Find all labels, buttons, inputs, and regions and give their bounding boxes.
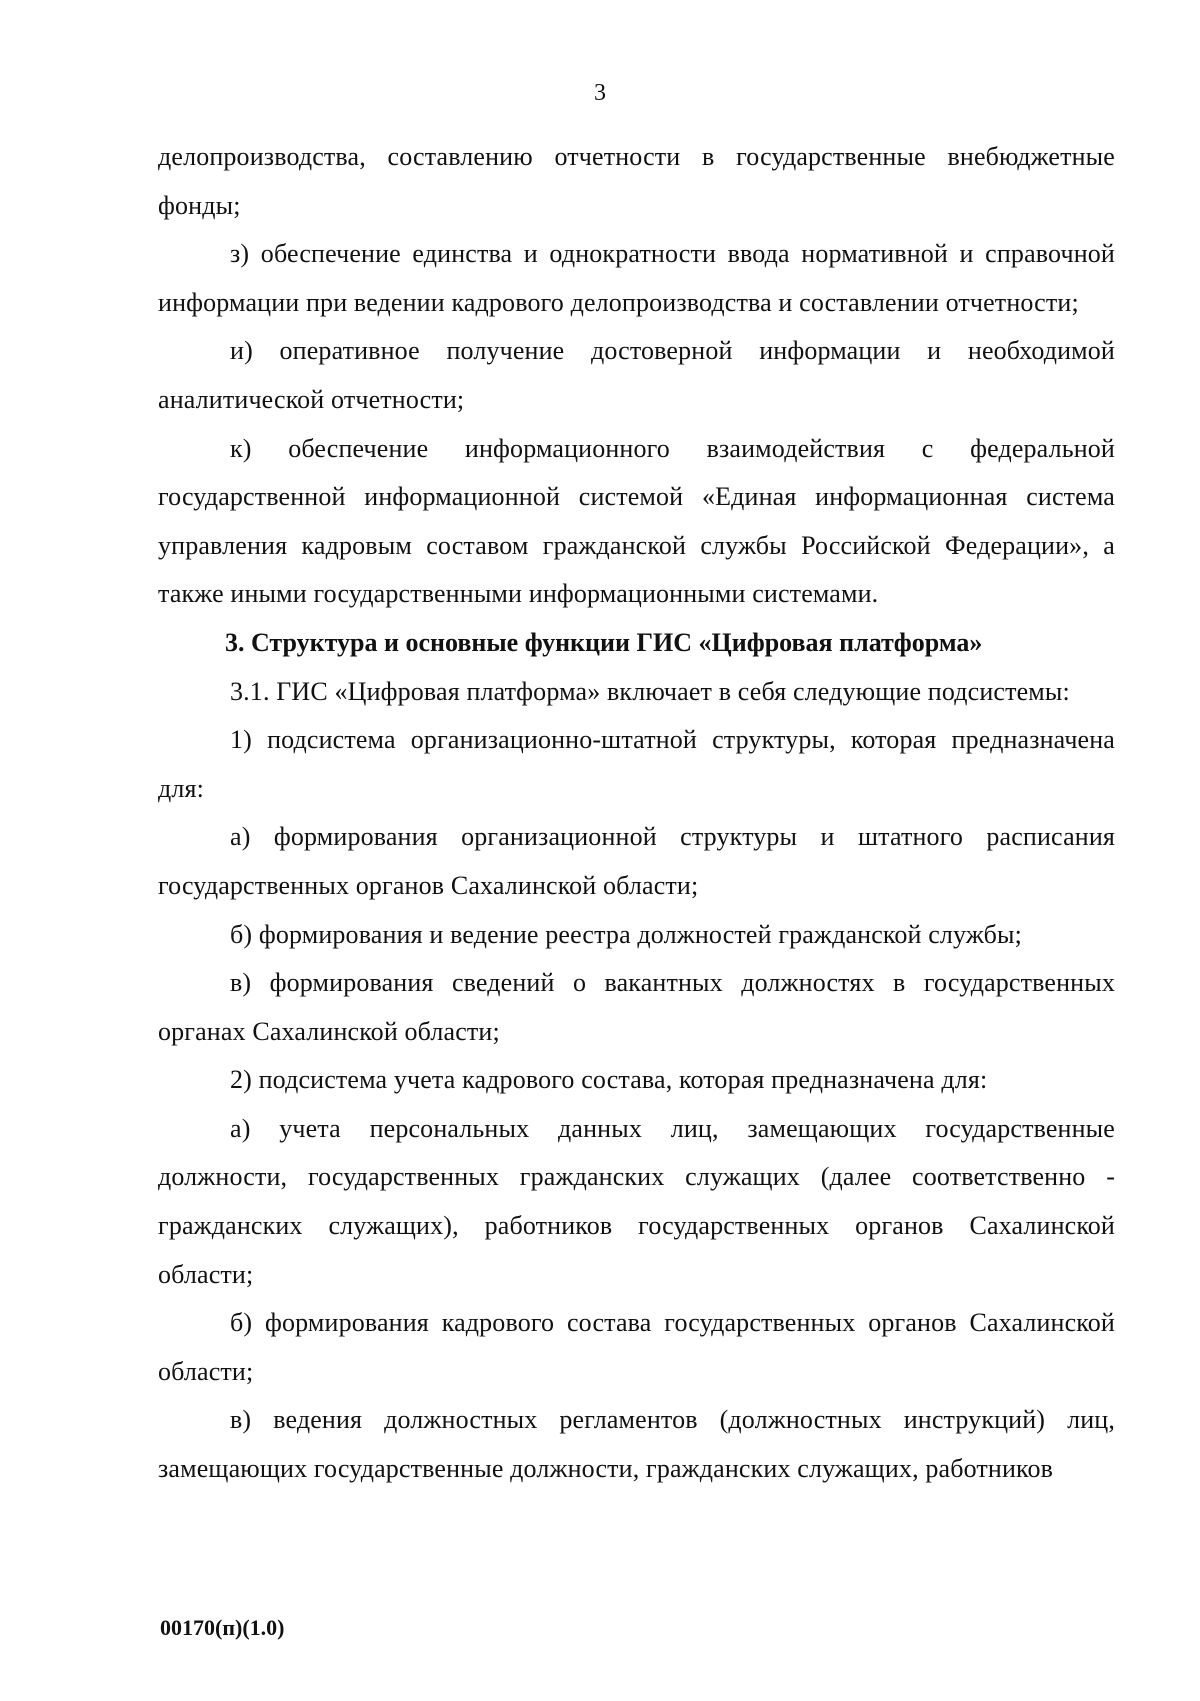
section-heading: 3. Структура и основные функции ГИС «Цифровая платформа» <box>225 627 983 657</box>
subsystem-1: 1) подсистема организационно-штатной структуры, которая предназначена для: <box>158 725 1115 803</box>
paragraph-continuation: делопроизводства, составлению отчетности в государственные внебюджетные фонды; <box>158 142 1115 220</box>
subsystem-1-item-b: б) формирования и ведение реестра должностей гражданской службы; <box>230 919 1022 949</box>
subsystem-1-item-v: в) формирования сведений о вакантных должностях в государственных органах Сахалинской области; <box>158 968 1115 1046</box>
list-item-z: з) обеспечение единства и однократности ввода нормативной и справочной информации при ведении кадрового делопроизводства и составлении отчетности; <box>158 239 1115 317</box>
subsystem-2-item-b: б) формирования кадрового состава государственных органов Сахалинской области; <box>158 1308 1115 1386</box>
document-code: 00170(п)(1.0) <box>160 1615 285 1640</box>
list-item-i: и) оперативное получение достоверной информации и необходимой аналитической отчетности; <box>158 336 1115 414</box>
document-body <box>158 133 1115 1494</box>
subsystem-2-item-a: а) учета персональных данных лиц, замещающих государственные должности, государственных гражданских служащих (далее соответственно - гражданских служащих), работников государственных органов Сахалинской области; <box>158 1113 1115 1289</box>
clause-3-1: 3.1. ГИС «Цифровая платформа» включает в себя следующие подсистемы: <box>230 676 1070 706</box>
subsystem-2-item-v: в) ведения должностных регламентов (должностных инструкций) лиц, замещающих государственные должности, гражданских служащих, работников <box>158 1405 1115 1484</box>
list-item-k: к) обеспечение информационного взаимодействия с федеральной государственной информационной системой «Единая информационная система управления кадровым составом гражданской службы Российской Федерации», а также иными государственными информационными системами. <box>158 433 1115 609</box>
subsystem-1-item-a: а) формирования организационной структуры и штатного расписания государственных органов Сахалинской области; <box>158 822 1115 900</box>
page-number: 3 <box>594 80 606 106</box>
subsystem-2: 2) подсистема учета кадрового состава, которая предназначена для: <box>230 1065 988 1095</box>
